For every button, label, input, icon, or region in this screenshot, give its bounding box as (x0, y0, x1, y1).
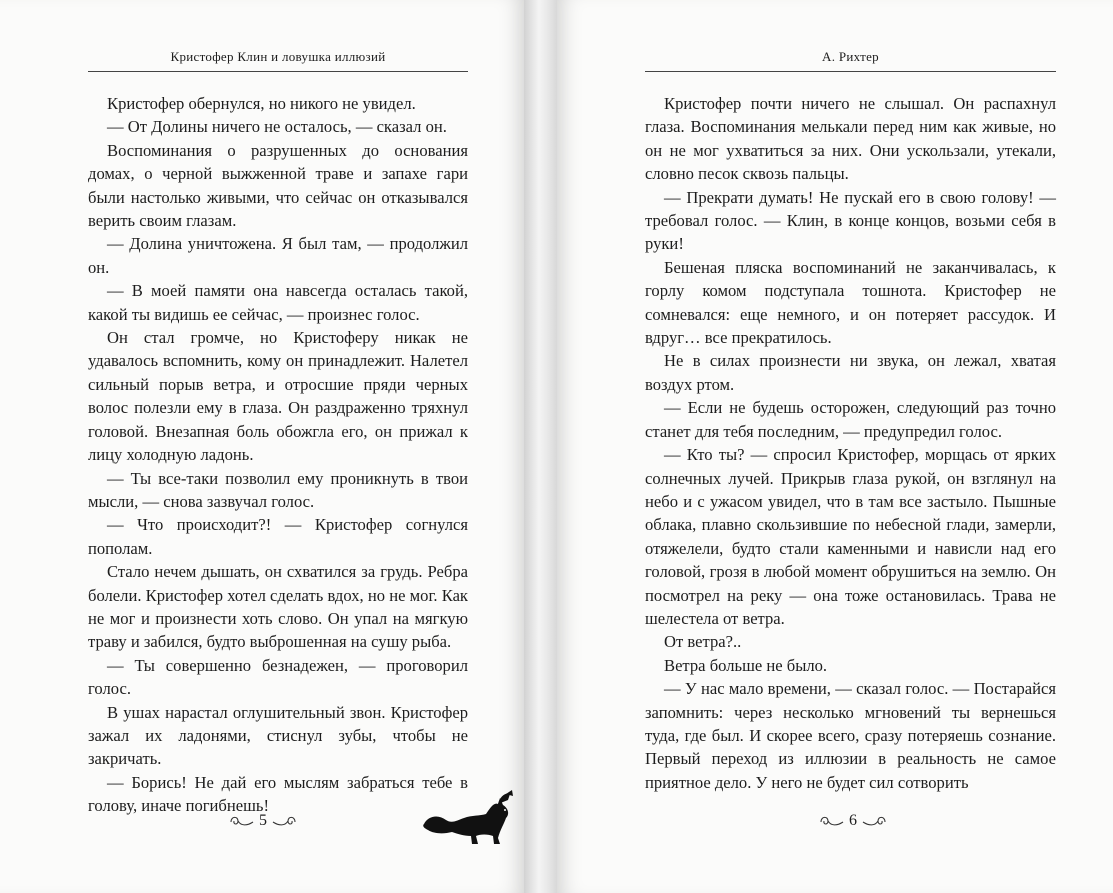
paragraph: — Прекрати думать! Не пускай его в свою голову! — требовал голос. — Клин, в конце концов, возьми себя в руки! (645, 187, 1056, 254)
paragraph: Кристофер почти ничего не слышал. Он распахнул глаза. Воспоминания мелькали перед ним как живые, но он не мог ухватиться за них. Они ускользали, утекали, словно песок сквозь пальцы. (645, 94, 1056, 184)
paragraph: — Ты совершенно безнадежен, — проговорил голос. (88, 655, 468, 699)
book-gutter (524, 0, 557, 893)
page-number: 5 (259, 812, 267, 829)
paragraph: Воспоминания о разрушенных до основания домах, о черной выжженной траве и запахе гари были настолько живыми, что сейчас он отказывался верить своим глазам. (88, 140, 468, 231)
body-text-left (88, 92, 468, 818)
running-head-left: Кристофер Клин и ловушка иллюзий (170, 49, 386, 64)
page-number-right (819, 812, 887, 830)
paragraph: Он стал громче, но Кристоферу никак не удавалось вспомнить, кому он принадлежит. Налетел сильный порыв ветра, и отросшие пряди черных волос полезли ему в глаза. Он раздраженно тряхнул головой. Внезапная боль обожгла его, он прижал к лицу холодную ладонь. (88, 328, 468, 465)
paragraph: От ветра?.. (664, 632, 742, 652)
paragraph: Ветра больше не было. (664, 655, 828, 675)
paragraph: — Если не будешь осторожен, следующий раз точно станет для тебя последним, — предупредил голос. (645, 398, 1056, 441)
right-page (557, 0, 1113, 893)
paragraph: — Что происходит?! — Кристофер согнулся пополам. (88, 515, 468, 558)
left-page (0, 0, 524, 893)
paragraph: Стало нечем дышать, он схватился за грудь. Ребра болели. Кристофер хотел сделать вдох, но не мог. Как не мог и произнести хоть слово. Он упал на мягкую траву и забился, будто выброшенная на сушу рыба. (88, 562, 468, 652)
paragraph: — Кто ты? — спросил Кристофер, морщась от ярких солнечных лучей. Прикрыв глаза рукой, он взглянул на небо и с ужасом увидел, что в там все застыло. Пышные облака, плавно скользившие по небесной глади, замерли, отяжелели, будто стали каменными и нависли над его головой, грозя в любой момент обрушиться на землю. Он посмотрел на реку — она тоже остановилась. Трава не шелестела от ветра. (645, 445, 1056, 628)
paragraph: — От Долины ничего не осталось, — сказал он. (107, 117, 447, 137)
paragraph: — Ты все-таки позволил ему проникнуть в твои мысли, — снова зазвучал голос. (88, 468, 468, 511)
flourish-left-icon (819, 814, 845, 828)
paragraph: — Долина уничтожена. Я был там, — продолжил он. (88, 234, 468, 277)
paragraph: — Борись! Не дай его мыслям забраться тебе в голову, иначе погибнешь! (88, 772, 468, 816)
flourish-right-icon (271, 814, 297, 828)
header-rule-left (88, 71, 468, 72)
paragraph: Не в силах произнести ни звука, он лежал, хватая воздух ртом. (645, 351, 1056, 394)
running-head-right: А. Рихтер (822, 49, 879, 64)
page-number: 6 (849, 812, 857, 829)
paragraph: Бешеная пляска воспоминаний не заканчивалась, к горлу комом подступала тошнота. Кристофер не сомневался: еще немного, и он потеряет рассудок. И вдруг… все прекратилось. (645, 257, 1056, 348)
fox-illustration-icon (420, 790, 520, 850)
paragraph: Кристофер обернулся, но никого не увидел. (107, 94, 416, 113)
paragraph: — У нас мало времени, — сказал голос. — Постарайся запомнить: через несколько мгновений ты вернешься туда, где был. И скорее всего, сразу потеряешь сознание. Первый переход из иллюзии в реальность не самое приятное дело. У него не будет сил сотворить (645, 679, 1056, 792)
flourish-left-icon (229, 814, 255, 828)
paragraph: — В моей памяти она навсегда осталась такой, какой ты видишь ее сейчас, — произнес голос. (88, 281, 468, 324)
header-rule-right (645, 71, 1056, 72)
body-text-right (645, 92, 1056, 794)
page-number-left (229, 812, 297, 830)
flourish-right-icon (861, 814, 887, 828)
paragraph: В ушах нарастал оглушительный звон. Кристофер зажал их ладонями, стиснул зубы, чтобы не закричать. (88, 702, 468, 769)
